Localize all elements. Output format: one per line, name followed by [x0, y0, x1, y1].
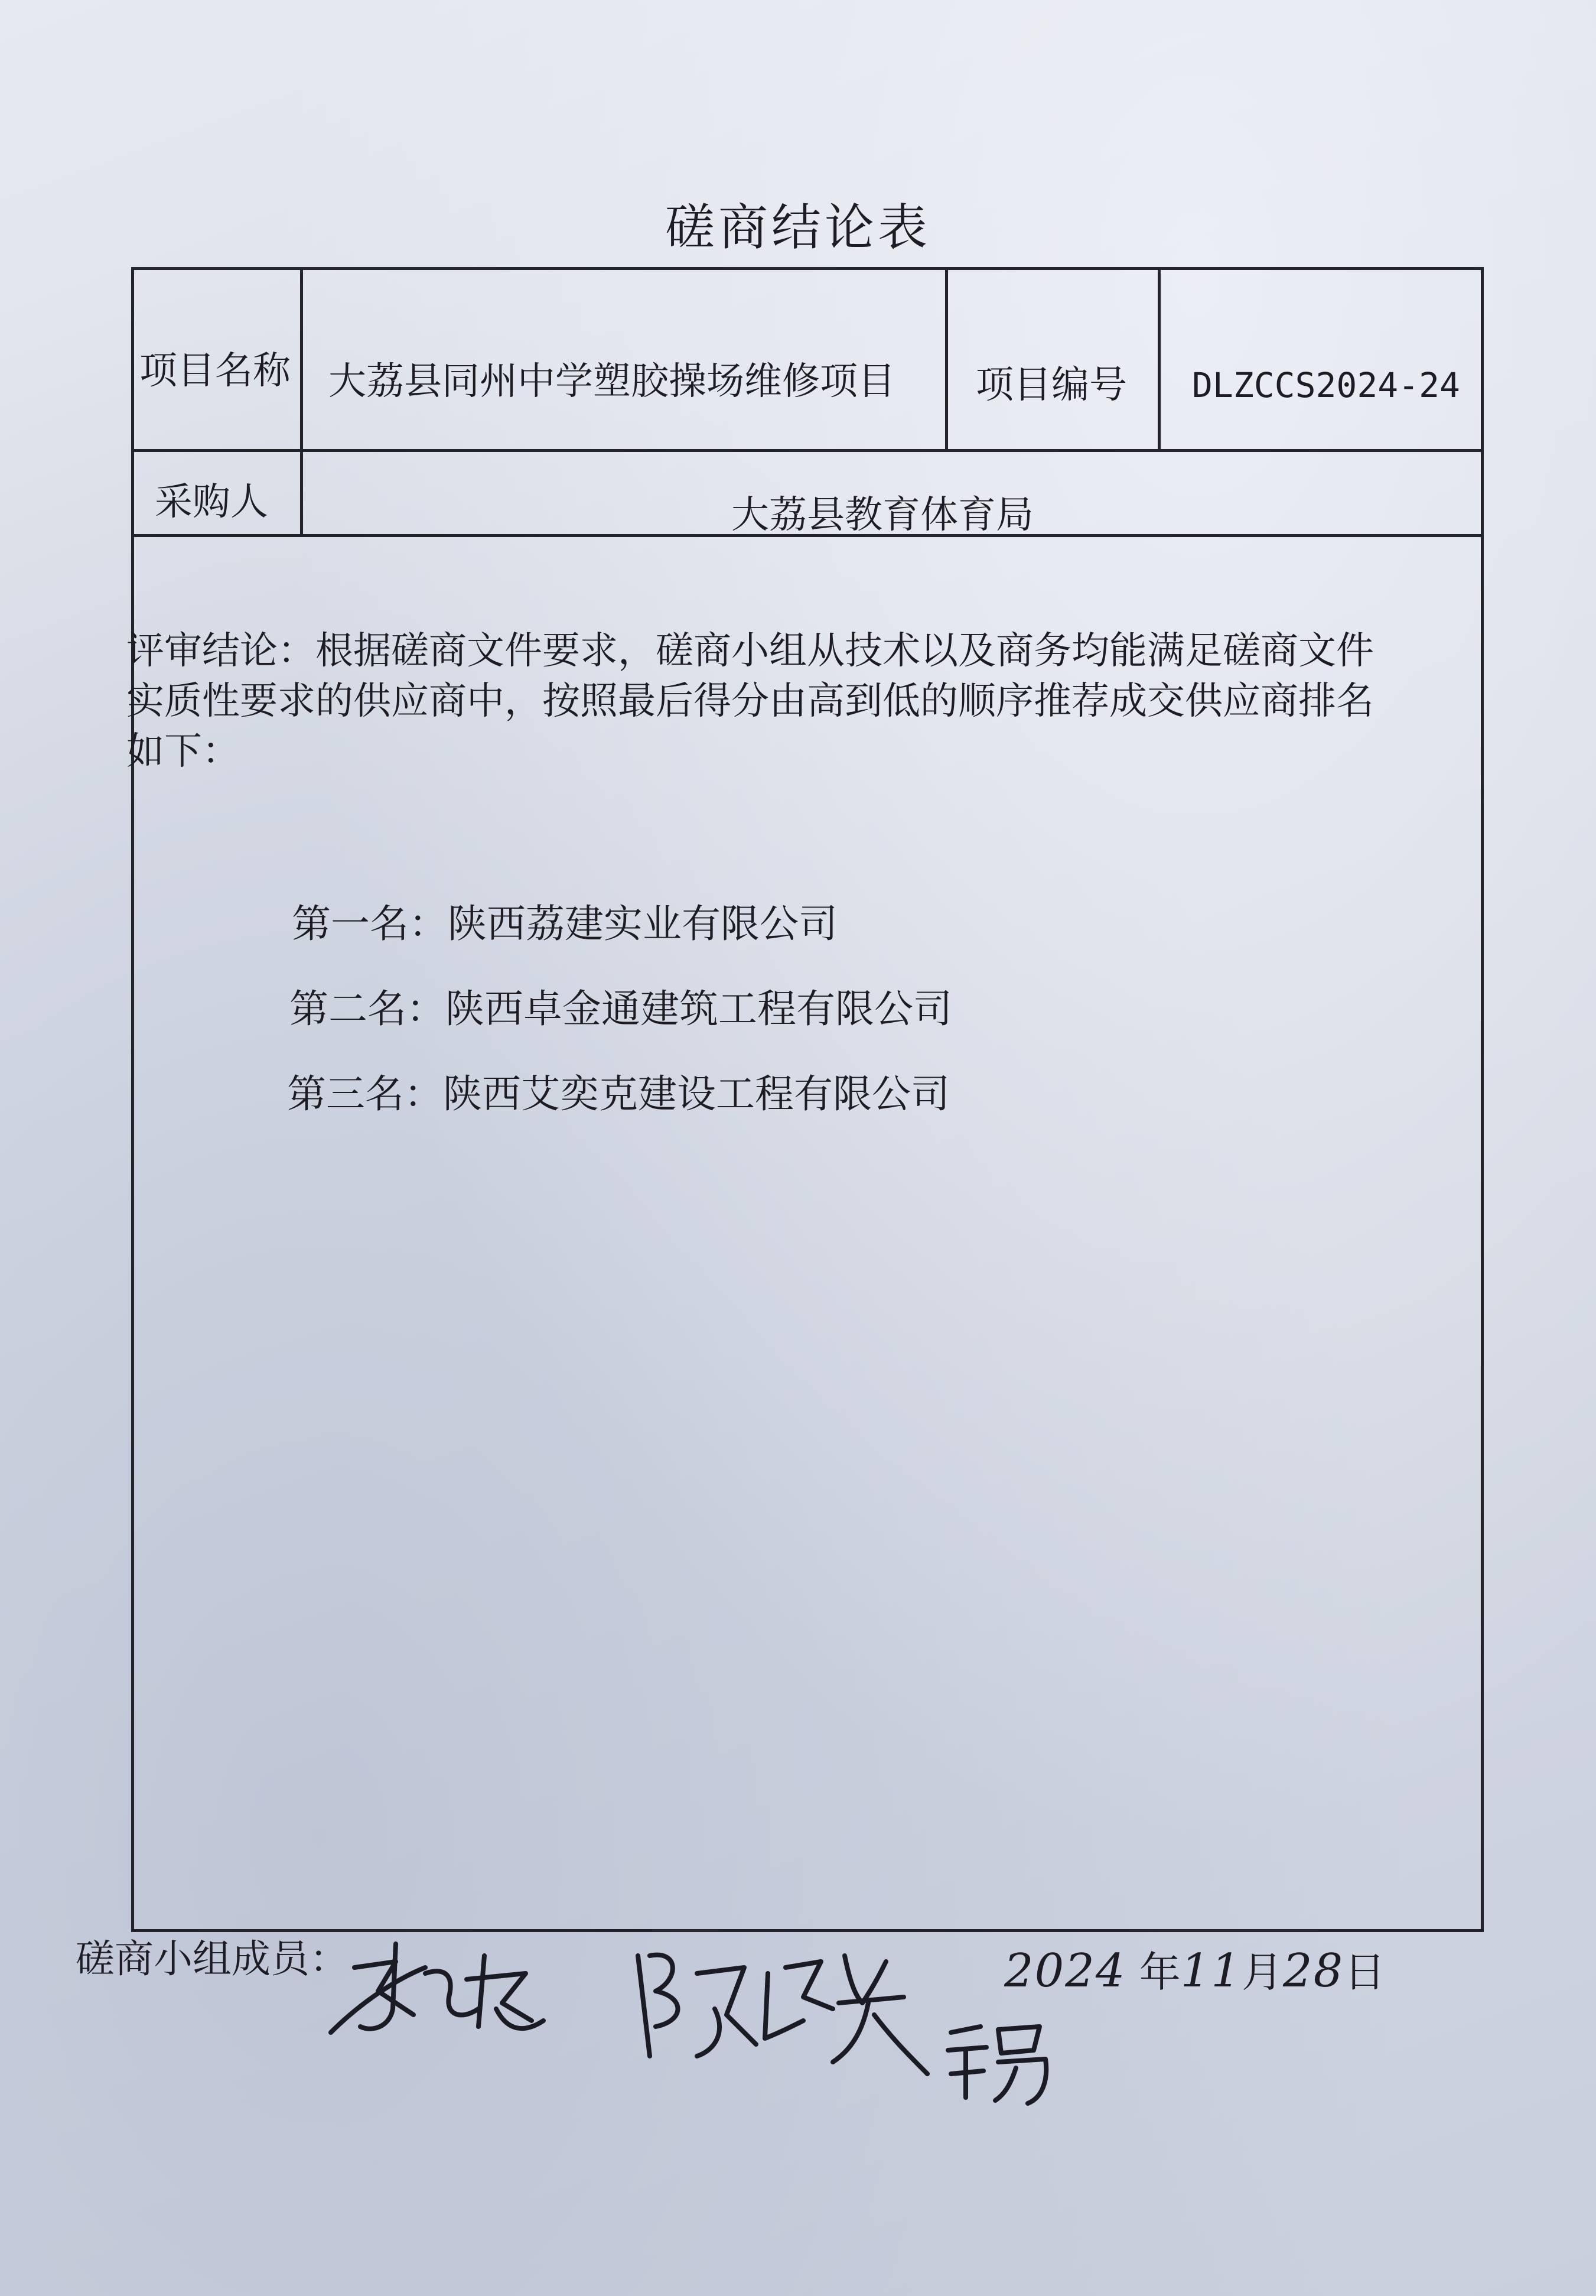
- col-divider-1: [300, 267, 303, 534]
- project-number-label: 项目编号: [976, 363, 1127, 407]
- date-year: 2024: [1004, 1944, 1126, 1998]
- review-conclusion: [126, 626, 1461, 777]
- purchaser-label: 采购人: [155, 480, 268, 524]
- ranking-company: 陕西荔建实业有限公司: [448, 901, 838, 947]
- date-year-unit: 年: [1139, 1948, 1181, 1996]
- ranking-position: 第二名：: [289, 986, 445, 1032]
- col-divider-3: [1158, 267, 1161, 450]
- ranking-position: 第三名：: [287, 1071, 443, 1117]
- signature-1: [307, 1932, 555, 2050]
- date-month: 11: [1180, 1944, 1242, 1998]
- project-number-value: DLZCCS2024-24: [1192, 365, 1460, 405]
- conclusion-line: 如下：: [126, 730, 240, 774]
- ranking-company: 陕西艾奕克建设工程有限公司: [443, 1071, 950, 1117]
- document-title: 磋商结论表: [665, 199, 931, 256]
- ranking-item: [289, 977, 952, 1033]
- col-divider-2: [945, 267, 948, 450]
- ranking-position: 第一名：: [292, 901, 448, 947]
- ranking-company: 陕西卓金通建筑工程有限公司: [445, 986, 952, 1032]
- purchaser-value: 大荔县教育体育局: [731, 493, 1034, 537]
- signature-2: [626, 1938, 933, 2080]
- date-day-unit: 日: [1344, 1948, 1386, 1996]
- ranking-item: [287, 1062, 950, 1118]
- date-month-unit: 月: [1242, 1948, 1284, 1996]
- conclusion-line: 评审结论：根据磋商文件要求，磋商小组从技术以及商务均能满足磋商文件: [126, 629, 1374, 673]
- conclusion-line: 实质性要求的供应商中，按照最后得分由高到低的顺序推荐成交供应商排名: [126, 679, 1374, 724]
- row-divider-1: [131, 449, 1484, 452]
- signature-3: [939, 2015, 1057, 2109]
- ranking-item: [292, 892, 838, 948]
- project-name-value: 大荔县同州中学塑胶操场维修项目: [328, 360, 895, 404]
- project-name-label: 项目名称: [139, 349, 291, 393]
- date-day: 28: [1283, 1944, 1344, 1998]
- signing-date: [1004, 1939, 1385, 1999]
- panel-members-label: 磋商小组成员：: [76, 1936, 348, 1982]
